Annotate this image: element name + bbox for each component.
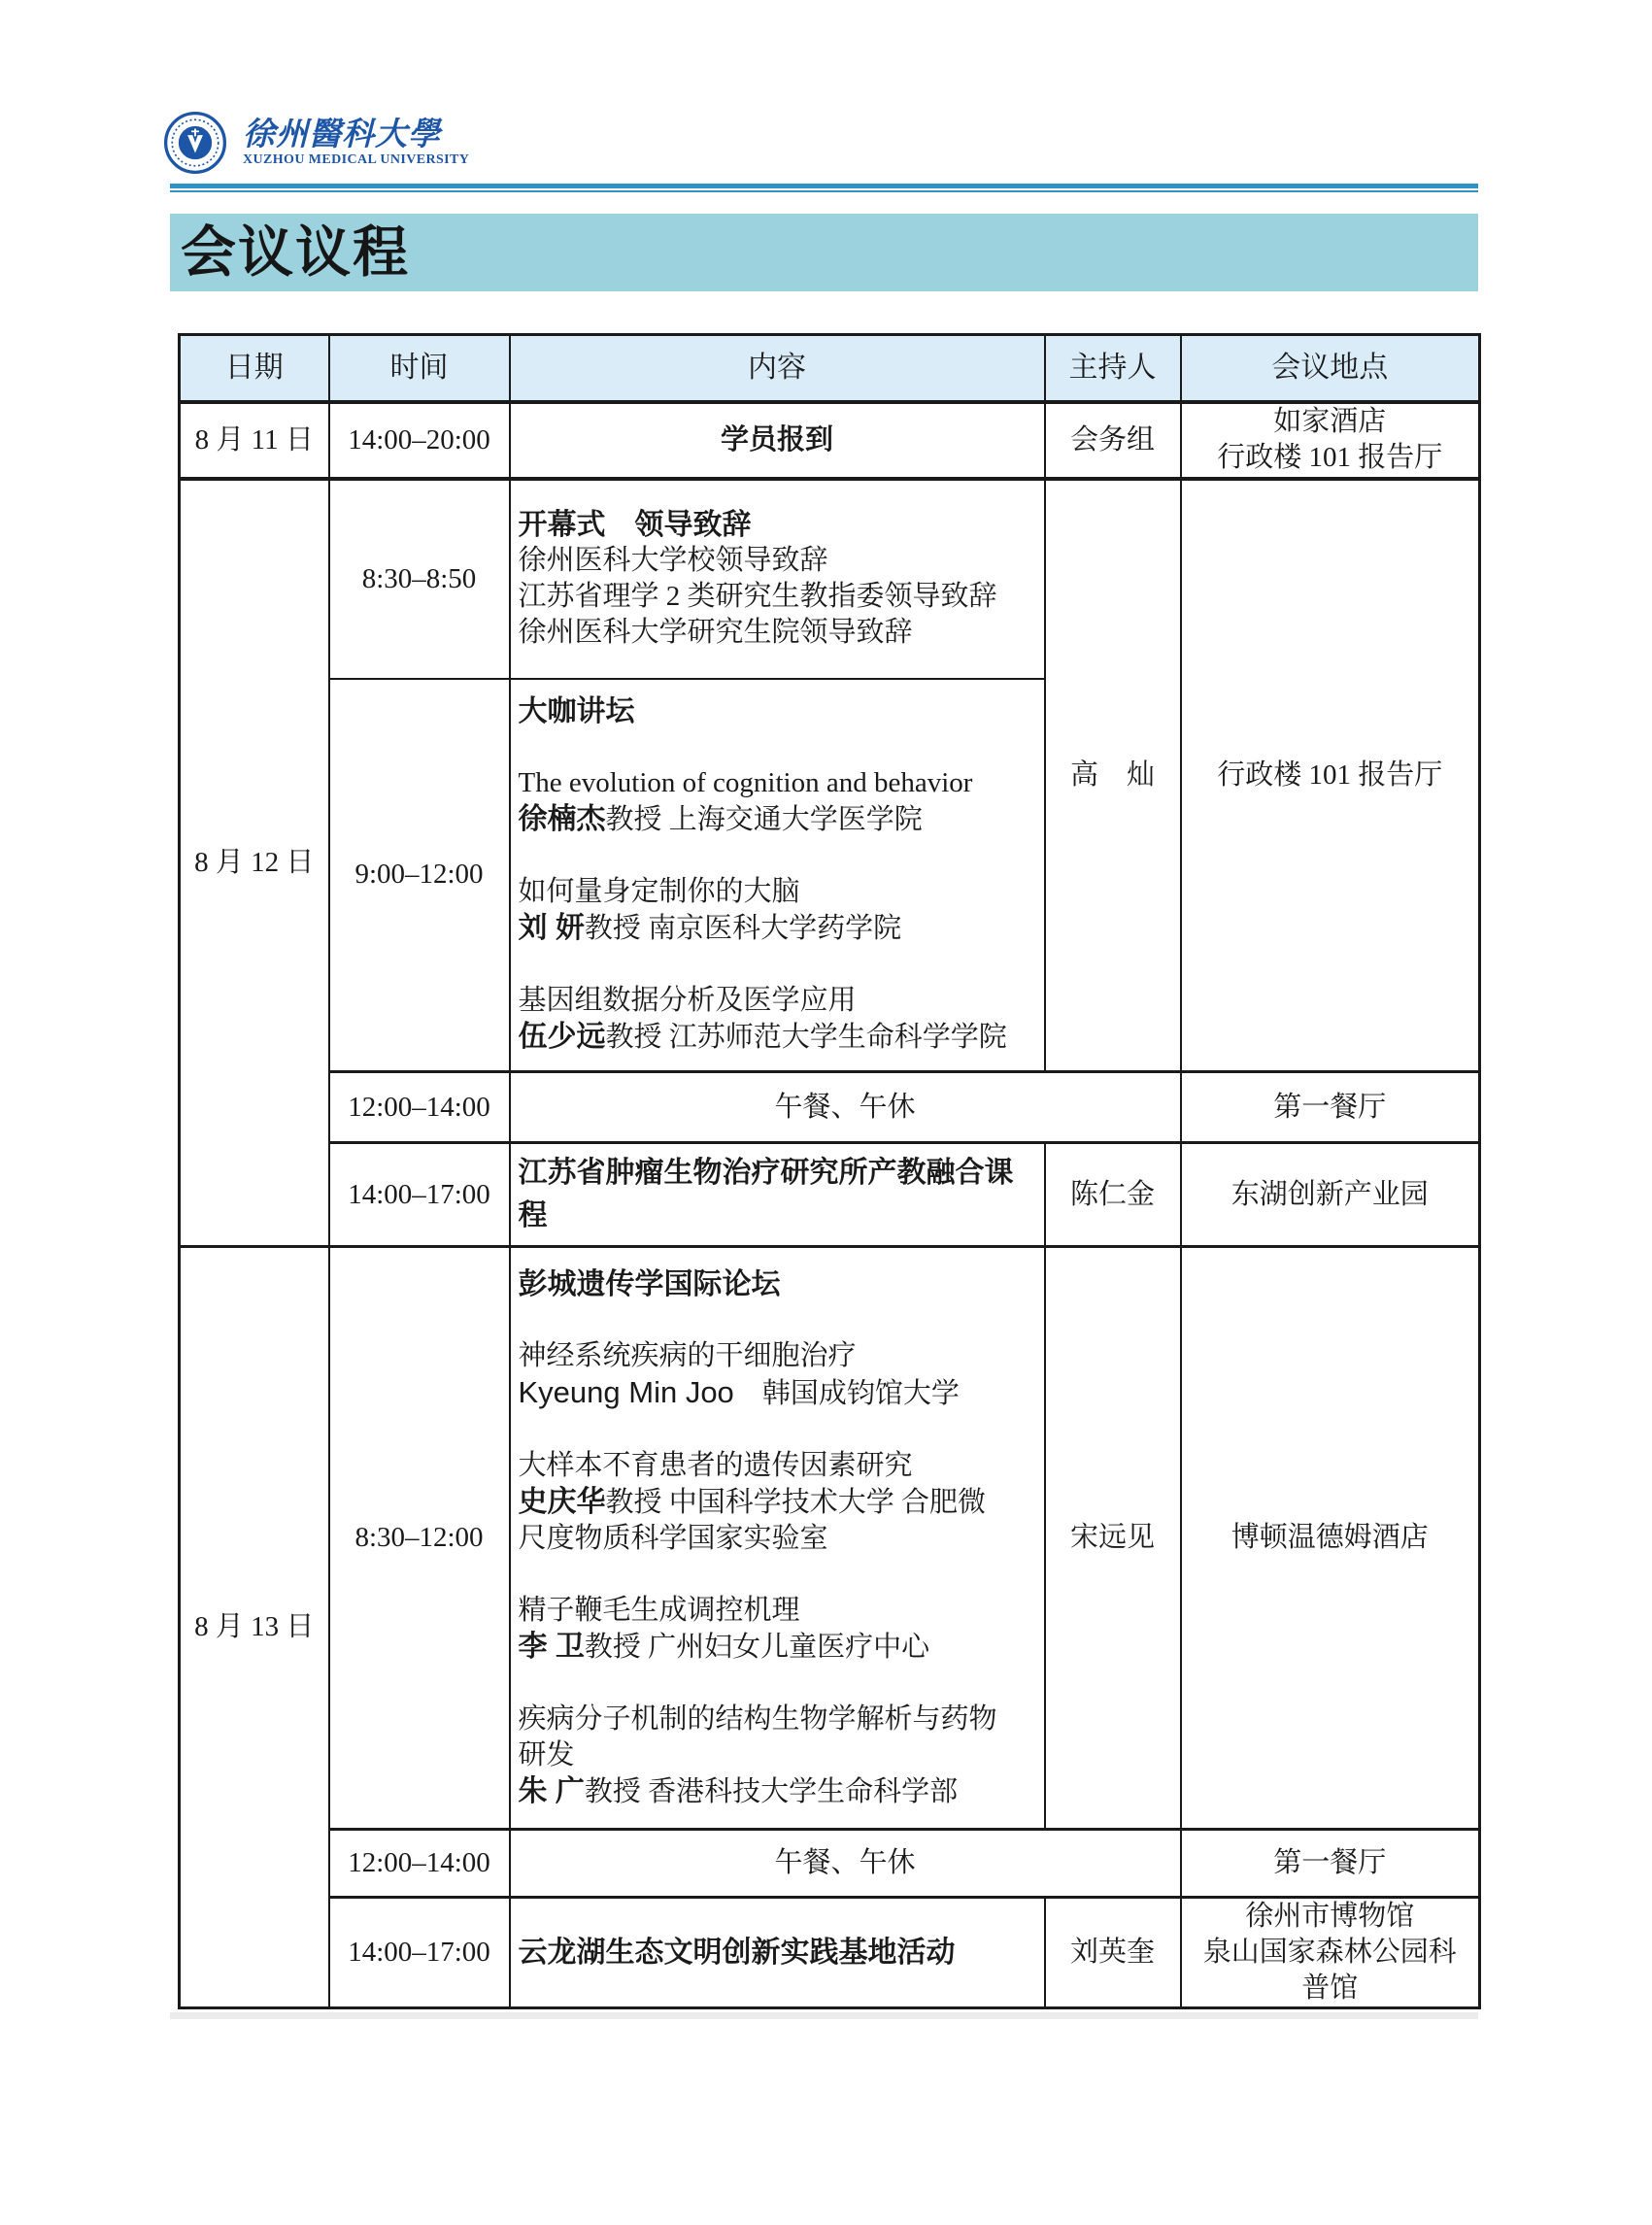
col-header-content: 内容: [510, 335, 1045, 402]
location-cell-lunch2: 第一餐厅: [1181, 1830, 1480, 1898]
location-cell-checkin: [1181, 402, 1480, 479]
speaker-name: 徐楠杰: [518, 803, 606, 836]
talk-speaker-line: [519, 1629, 1038, 1666]
header-row: [180, 335, 1480, 402]
header-rule-thin-line: [170, 190, 1478, 192]
session-title: 大咖讲坛: [518, 695, 635, 728]
spacer: [519, 1666, 1038, 1702]
col-header-date: 日期: [180, 335, 329, 402]
logo-cn-text: 徐州醫科大學: [243, 118, 441, 152]
content-cell-activity: [510, 1898, 1045, 2008]
content-cell-forum: [510, 679, 1045, 1072]
talk-topic: 精子鞭毛生成调控机理: [518, 1594, 800, 1626]
header-rule: [170, 184, 1478, 192]
speaker-affiliation: 教授 江苏师范大学生命科学学院: [605, 1022, 1007, 1054]
talk-speaker-line: [519, 1484, 1038, 1521]
talk-speaker-line: [519, 1374, 1038, 1412]
spacer: [519, 729, 1038, 765]
opening-speech-line: 徐州医科大学研究生院领导致辞: [518, 617, 913, 648]
speaker-name: 刘 妍: [518, 912, 585, 945]
location-cell-genetics: 博顿温德姆酒店: [1181, 1247, 1480, 1830]
location-line: 如家酒店: [1273, 406, 1387, 437]
location-line: 徐州市博物馆: [1245, 1901, 1415, 1932]
session-title: 彭城遗传学国际论坛: [518, 1267, 781, 1300]
row-aug12-course: [180, 1143, 1480, 1247]
date-cell-aug11: 8 月 11 日: [180, 402, 329, 479]
speaker-name: 史庆华: [518, 1485, 606, 1518]
row-aug13-forum: [180, 1247, 1480, 1830]
location-cell-aug12-morning: 行政楼 101 报告厅: [1181, 479, 1480, 1072]
speaker-affiliation-overflow: 尺度物质科学国家实验室: [518, 1522, 828, 1554]
date-cell-aug13: 8 月 13 日: [180, 1247, 329, 2008]
talk-topic: 基因组数据分析及医学应用: [518, 985, 857, 1017]
speaker-name: 李 卫: [518, 1630, 585, 1663]
host-cell-aug12-morning: 高 灿: [1045, 479, 1181, 1072]
opening-speech-line: 徐州医科大学校领导致辞: [518, 545, 828, 576]
talk-speaker-line: [519, 910, 1038, 947]
content-cell-opening: [510, 479, 1045, 679]
content-cell-lunch2: 午餐、午休: [510, 1830, 1181, 1898]
talk-topic: 如何量身定制你的大脑: [518, 876, 800, 908]
section-banner: [170, 214, 1478, 291]
speaker-affiliation: 教授 上海交通大学医学院: [605, 804, 923, 836]
row-aug12-lunch: [180, 1072, 1480, 1143]
host-cell-genetics: 宋远见: [1045, 1247, 1181, 1830]
logo-wordmark: [243, 111, 469, 168]
speaker-affiliation: 教授 南京医科大学药学院: [584, 913, 902, 945]
activity-title: 云龙湖生态文明创新实践基地活动: [518, 1936, 956, 1969]
spacer: [519, 1302, 1038, 1338]
row-aug11-checkin: [180, 402, 1480, 479]
course-title-line: 程: [518, 1199, 548, 1231]
letterhead: [163, 111, 469, 175]
talk-topic: The evolution of cognition and behavior: [518, 767, 973, 799]
talk-topic-overflow: 研发: [518, 1738, 575, 1770]
talk-speaker-line: [519, 801, 1038, 838]
speaker-affiliation: 教授 香港科技大学生命科学部: [584, 1775, 959, 1807]
time-cell-checkin: 14:00–20:00: [329, 402, 510, 479]
page-scan-artifact: [170, 2012, 1478, 2019]
host-cell-activity: 刘英奎: [1045, 1898, 1181, 2008]
location-cell-course: 东湖创新产业园: [1181, 1143, 1480, 1247]
page-title: 会议议程: [181, 221, 410, 284]
col-header-location: 会议地点: [1181, 335, 1480, 402]
host-cell-course: 陈仁金: [1045, 1143, 1181, 1247]
speaker-name: 朱 广: [518, 1774, 585, 1807]
content-cell-checkin: 学员报到: [510, 402, 1045, 479]
date-cell-aug12: 8 月 12 日: [180, 479, 329, 1247]
session-title: 开幕式 领导致辞: [518, 509, 752, 541]
content-cell-genetics: [510, 1247, 1045, 1830]
agenda-table: [178, 333, 1481, 2009]
time-cell-forum: 9:00–12:00: [329, 679, 510, 1072]
speaker-affiliation: 教授 广州妇女儿童医疗中心: [584, 1631, 930, 1663]
speaker-affiliation: 韩国成钧馆大学: [733, 1377, 960, 1409]
location-line: 普馆: [1301, 1972, 1359, 2004]
speaker-affiliation: 教授 中国科学技术大学 合肥微: [605, 1486, 987, 1518]
location-cell-activity: [1181, 1898, 1480, 2008]
time-cell-lunch1: 12:00–14:00: [329, 1072, 510, 1143]
row-aug13-lunch: [180, 1830, 1480, 1898]
content-cell-course: [510, 1143, 1045, 1247]
talk-topic: 大样本不育患者的遗传因素研究: [518, 1449, 913, 1481]
location-cell-lunch1: 第一餐厅: [1181, 1072, 1480, 1143]
row-aug12-opening: [180, 479, 1480, 679]
talk-topic: 疾病分子机制的结构生物学解析与药物: [518, 1702, 997, 1735]
location-line: 行政楼 101 报告厅: [1217, 442, 1443, 473]
talk-speaker-line: [519, 1773, 1038, 1810]
speaker-name: Kyeung Min Joo: [518, 1374, 734, 1409]
talk-speaker-line: [519, 1019, 1038, 1056]
host-cell-checkin: 会务组: [1045, 402, 1181, 479]
location-line: 泉山国家森林公园科: [1202, 1937, 1457, 1968]
time-cell-opening: 8:30–8:50: [329, 479, 510, 679]
col-header-time: 时间: [329, 335, 510, 402]
content-cell-lunch1: 午餐、午休: [510, 1072, 1181, 1143]
spacer: [519, 838, 1038, 874]
col-header-host: 主持人: [1045, 335, 1181, 402]
row-aug13-activity: [180, 1898, 1480, 2008]
opening-speech-line: 江苏省理学 2 类研究生教指委领导致辞: [518, 581, 997, 612]
time-cell-genetics: 8:30–12:00: [329, 1247, 510, 1830]
talk-topic: 神经系统疾病的干细胞治疗: [518, 1339, 857, 1371]
time-cell-activity: 14:00–17:00: [329, 1898, 510, 2008]
speaker-name: 伍少远: [518, 1021, 606, 1054]
logo-en-text: XUZHOU MEDICAL UNIVERSITY: [243, 152, 470, 167]
university-seal-icon: [163, 111, 227, 175]
time-cell-course: 14:00–17:00: [329, 1143, 510, 1247]
spacer: [519, 947, 1038, 983]
time-cell-lunch2: 12:00–14:00: [329, 1830, 510, 1898]
course-title-line: 江苏省肿瘤生物治疗研究所产教融合课: [518, 1157, 1014, 1189]
spacer: [519, 1557, 1038, 1593]
spacer: [519, 1412, 1038, 1448]
